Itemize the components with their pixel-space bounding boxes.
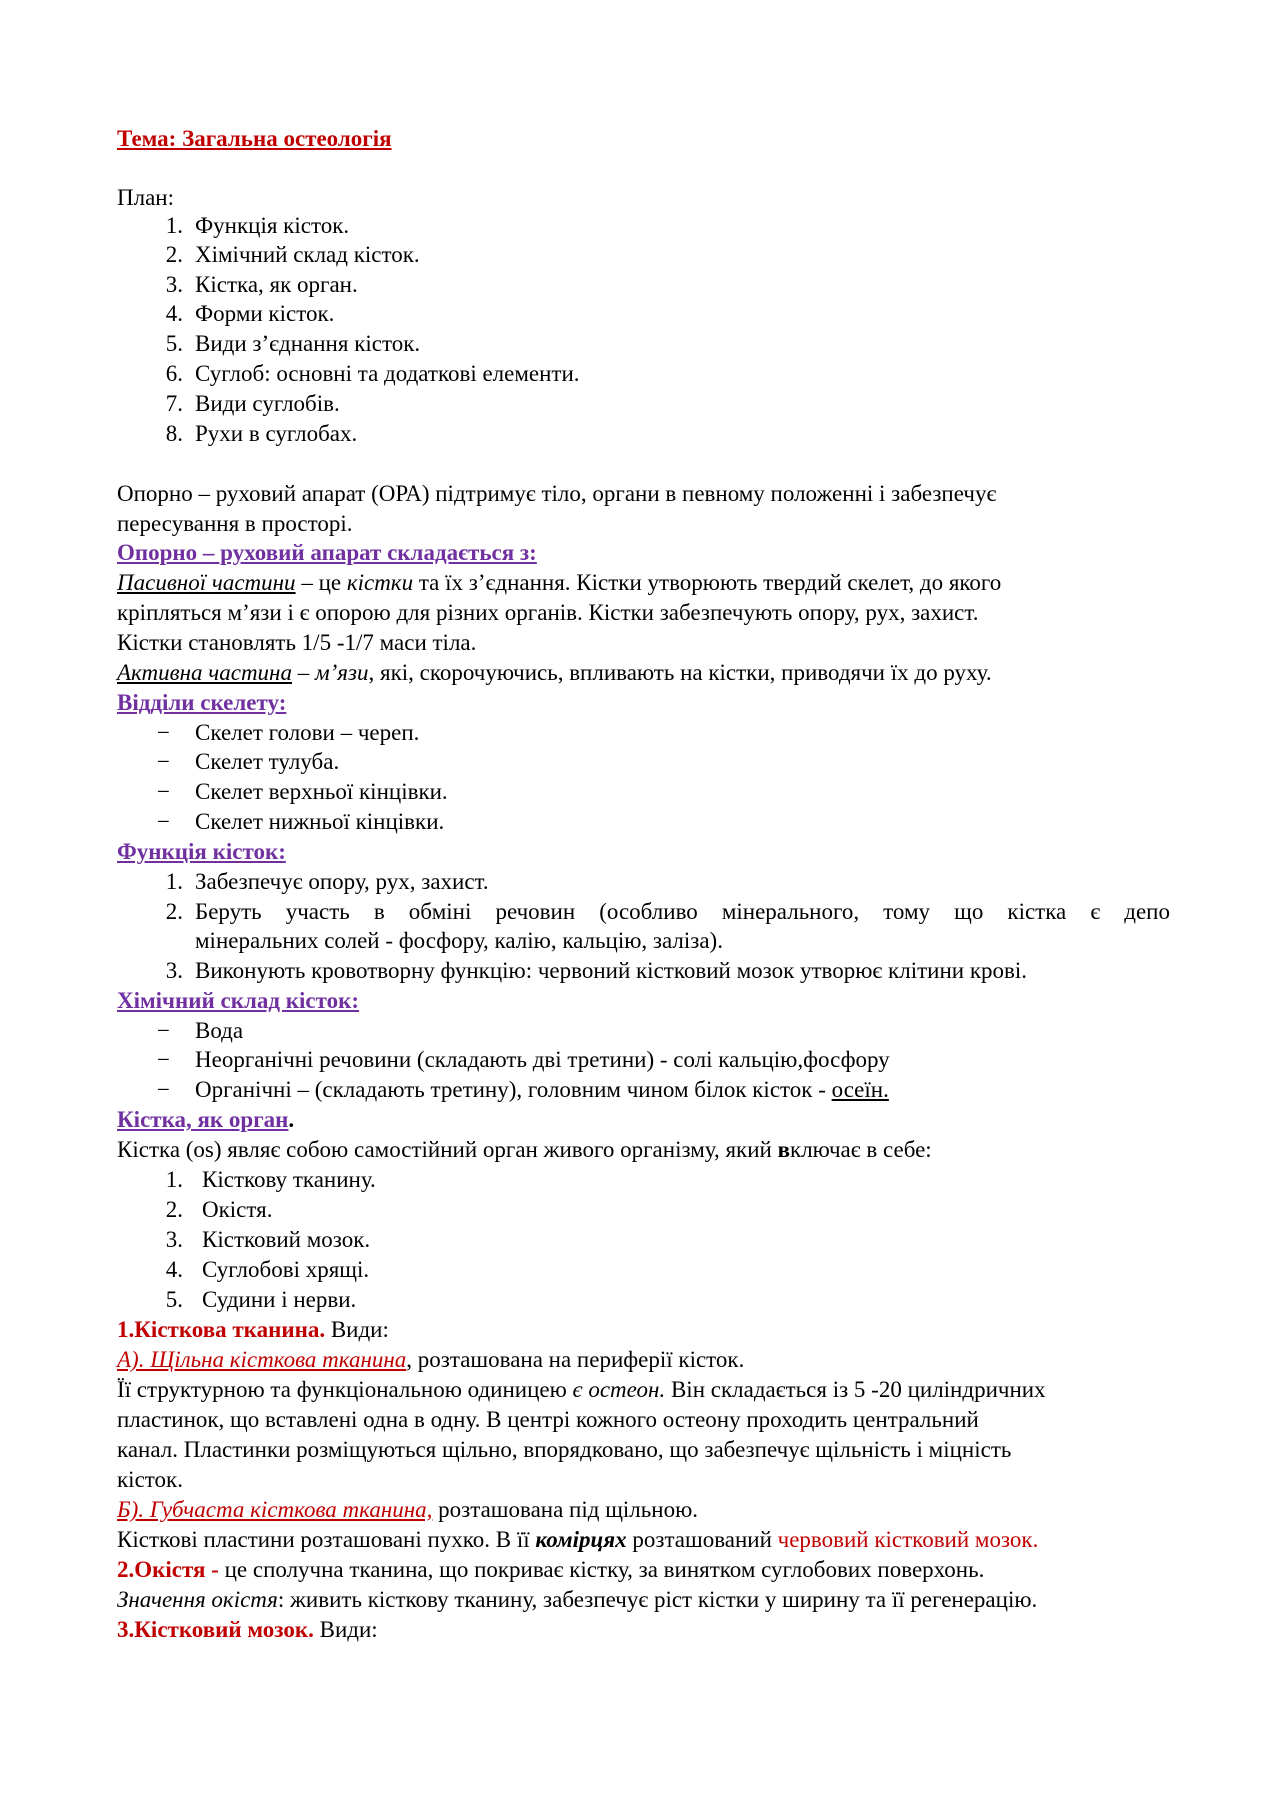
organ-intro: Кістка (os) являє собою самостійний орган живого організму, який включає в себе: (117, 1137, 932, 1162)
document-page: Тема: Загальна остеологія План: 1. Функція кісток. 2. Хімічний склад кісток. 3. Кістка, як орган. 4. Форми кісток. 5. Види з’єднання кісток. 6. Суглоб: основні та додаткові елементи. 7. Види суглобів. 8. Рухи в суглобах. Опорно – руховий апарат (ОРА) підтримує тіло, органи в певному положенні і забезпечує пересування в просторі. Опорно – руховий апарат складається з: Пасивної частини – це кістки та їх з’єднання. Кістки утворюють твердий скелет, до якого кріпляться м’язи і є опорою для різних органів. Кістки забезпечують опору, рух, захист. Кістки становлять 1/5 -1/7 маси тіла. Активна частина – м’язи, які, скорочуючись, впливають на кістки, приводячи їх до руху. Відділи скелету: − Скелет голови – череп. − Скелет тулуба. − Скелет верхньої кінцівки. − Скелет нижньої кінцівки. Функція кісток: 1. Забезпечує опору, рух, захист. 2. Беруть участь в обміні речовин (особливо мінерального, тому що кістка є депо мінеральних солей - фосфору, калію, кальцію, заліза). 3. Виконують кровотворну функцію: червоний кістковий мозок утворює клітини крові. Хімічний склад кісток: − Вода − Неорганічні речовини (складають дві третини) - солі кальцію,фосфору − Органічні – (складають третину), головним чином білок кісток - осеїн. Кістка, як орган. Кістка (os) являє собою самостійний орган живого організму, який включає в себе: 1. Кісткову тканину. 2. Окістя. 3. Кістковий мозок. 4. Суглобові хрящі. 5. Судини і нерви. 1.Кісткова тканина. Види: А). Щільна кісткова тканина, розташована на периферії кісток. Її структурною та функціональною одиницею є остеон. Він складається із 5 -20 циліндричних пластинок, що вставлені одна в одну. В центрі кожного остеону проходить центральний канал. Пластинки розміщуються щільно, впорядковано, що забезпечує щільність і міцність кісток. Б). Губчаста кісткова тканина, розташована під щільною. Кісткові пластини розташовані пухко. В її комірцях розташований червовий кістковий мозок. 2.Окістя - це сполучна тканина, що покриває кістку, за винятком суглобових поверхонь. Значення окістя: живить кісткову тканину, забезпечує ріст кістки у ширину та її регенерацію. 3.Кістковий мозок. Види: (0, 0, 1280, 1809)
section-heading: Опорно – руховий апарат складається з: (117, 540, 537, 565)
spongy-text: Кісткові пластини розташовані пухко. В її комірцях розташований червовий кістковий мозок. (117, 1527, 1039, 1552)
section-heading: 1.Кісткова тканина. Види: (117, 1317, 389, 1342)
section-heading: Функція кісток: (117, 839, 286, 864)
periost-text: Значення окістя: живить кісткову тканину, забезпечує ріст кістки у ширину та її регенерацію. (117, 1587, 1038, 1612)
plan-label: План: (117, 185, 174, 210)
ossein-term: осеїн. (831, 1077, 889, 1102)
dense-text: канал. Пластинки розміщуються щільно, впорядковано, що забезпечує щільність і міцність (117, 1437, 1012, 1462)
intro-line: пересування в просторі. (117, 511, 353, 536)
section-heading: Хімічний склад кісток: (117, 988, 360, 1013)
dense-line: А). Щільна кісткова тканина, розташована на периферії кісток. (117, 1347, 745, 1372)
dense-text: кісток. (117, 1467, 183, 1492)
page-title: Тема: Загальна остеологія (117, 126, 392, 151)
passive-line: Пасивної частини – це кістки та їх з’єднання. Кістки утворюють твердий скелет, до якого (117, 570, 1002, 595)
active-line: Активна частина – м’язи, які, скорочуючись, впливають на кістки, приводячи їх до руху. (117, 660, 992, 685)
dense-text: пластинок, що вставлені одна в одну. В центрі кожного остеону проходить центральний (117, 1407, 979, 1432)
spongy-line: Б). Губчаста кісткова тканина, розташована під щільною. (117, 1497, 698, 1522)
dense-text: Її структурною та функціональною одиницею є остеон. Він складається із 5 -20 циліндричних (117, 1377, 1046, 1402)
section-heading: Відділи скелету: (117, 690, 287, 715)
section-heading: Кістка, як орган. (117, 1107, 295, 1132)
passive-line: Кістки становлять 1/5 -1/7 маси тіла. (117, 630, 477, 655)
periost-line: 2.Окістя - це сполучна тканина, що покриває кістку, за винятком суглобових поверхонь. (117, 1557, 985, 1582)
intro-line: Опорно – руховий апарат (ОРА) підтримує тіло, органи в певному положенні і забезпечує (117, 481, 997, 506)
section-heading: 3.Кістковий мозок. Види: (117, 1617, 378, 1642)
passive-line: кріпляться м’язи і є опорою для різних органів. Кістки забезпечують опору, рух, захист. (117, 600, 979, 625)
